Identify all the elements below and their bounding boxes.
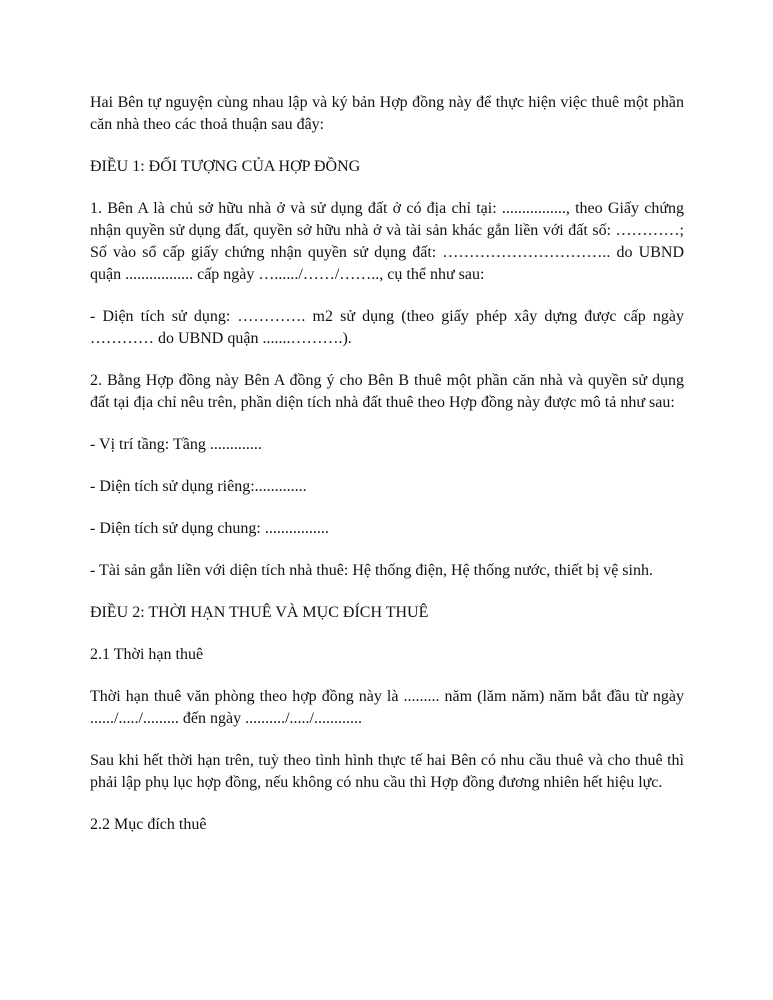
article-1-heading: ĐIỀU 1: ĐỐI TƯỢNG CỦA HỢP ĐỒNG <box>90 158 361 175</box>
intro-paragraph: Hai Bên tự nguyện cùng nhau lập và ký bản Hợp đồng này để thực hiện việc thuê một phần căn nhà theo các thoả thuận sau đây: <box>90 94 684 133</box>
floor-position-item: - Vị trí tầng: Tầng ............. <box>90 436 262 453</box>
shared-area-item: - Diện tích sử dụng chung: ................ <box>90 520 329 537</box>
lease-renewal-paragraph: Sau khi hết thời hạn trên, tuỳ theo tình hình thực tế hai Bên có nhu cầu thuê và cho thuê thì phải lập phụ lục hợp đồng, nếu không có nhu cầu thì Hợp đồng đương nhiên hết hiệu lực. <box>90 752 684 791</box>
usable-area-item: - Diện tích sử dụng: …………. m2 sử dụng (theo giấy phép xây dựng được cấp ngày ………… do UBND quận .......……….). <box>90 308 684 347</box>
section-2-1-title: 2.1 Thời hạn thuê <box>90 646 204 663</box>
private-area-item: - Diện tích sử dụng riêng:............. <box>90 478 307 495</box>
article-2-heading: ĐIỀU 2: THỜI HẠN THUÊ VÀ MỤC ĐÍCH THUÊ <box>90 604 429 621</box>
article-1-clause-1: 1. Bên A là chủ sở hữu nhà ở và sử dụng đất ở có địa chỉ tại: ................, theo Giấy chứng nhận quyền sử dụng đất, quyền sở hữu nhà ở và tài sản khác gắn liền với đất số: …………; Số vào sổ cấp giấy chứng nhận quyền sử dụng đất: ………………………….. do UBND quận ................. cấp ngày …....../……/…….., cụ thể như sau: <box>90 200 684 283</box>
attached-assets-item: - Tài sản gắn liền với diện tích nhà thuê: Hệ thống điện, Hệ thống nước, thiết bị vệ sinh. <box>90 562 653 579</box>
lease-term-paragraph: Thời hạn thuê văn phòng theo hợp đồng này là ......... năm (lăm năm) năm bắt đầu từ ngày ....../...../......... đến ngày ........../...../............ <box>90 688 684 727</box>
section-2-2-title: 2.2 Mục đích thuê <box>90 816 207 833</box>
document-page <box>90 92 684 856</box>
article-1-clause-2: 2. Bằng Hợp đồng này Bên A đồng ý cho Bên B thuê một phần căn nhà và quyền sử dụng đất tại địa chỉ nêu trên, phần diện tích nhà đất thuê theo Hợp đồng này được mô tả như sau: <box>90 372 684 411</box>
